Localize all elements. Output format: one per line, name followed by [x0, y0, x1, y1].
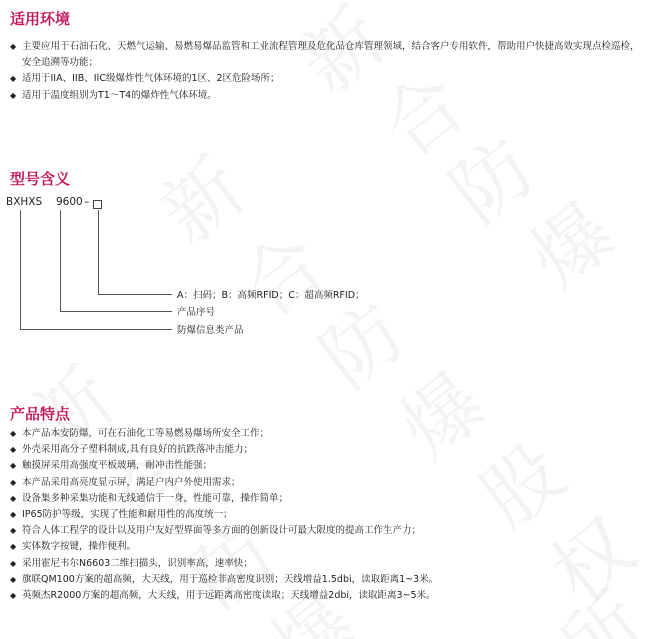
diamond-bullet-icon: ◆ — [10, 574, 17, 584]
category-label: 防爆信息类产品 — [177, 325, 244, 336]
environment-list — [10, 39, 646, 104]
list-item-text: 本产品本安防爆，可在石油化工等易燃易爆场所安全工作； — [22, 428, 270, 439]
model-number: 9600 — [56, 196, 83, 208]
diamond-bullet-icon: ◆ — [10, 493, 17, 503]
list-item-text: 本产品采用高亮度显示屏，满足户内户外使用需求； — [22, 476, 241, 488]
list-item — [10, 572, 646, 588]
callout-line — [98, 210, 99, 294]
list-item — [10, 475, 646, 491]
list-item — [10, 39, 646, 71]
diamond-bullet-icon: ◆ — [10, 510, 17, 520]
model-prefix: BXHXS — [6, 196, 43, 208]
list-item — [10, 507, 646, 523]
list-item-text: 触摸屏采用高强度平板玻璃，耐冲击性能强； — [22, 460, 213, 472]
callout-line — [20, 329, 172, 330]
list-item — [10, 71, 646, 87]
features-title: 产品特点 — [10, 405, 71, 423]
list-item-text: 旗联QM100方案的超高频，大天线，用于巡检非高密度识别；天线增益1.5dbi，读取距离1~3米。 — [22, 573, 439, 585]
watermark-char — [214, 203, 344, 339]
list-item — [10, 442, 646, 458]
diamond-bullet-icon: ◆ — [10, 526, 17, 536]
diamond-bullet-icon: ◆ — [10, 74, 17, 84]
list-item-text: 外壳采用高分子塑料制成,具有良好的抗跌落冲击能力； — [22, 444, 254, 456]
diamond-bullet-icon: ◆ — [10, 591, 17, 601]
watermark-char — [424, 108, 554, 244]
environment-title: 适用环境 — [10, 10, 71, 28]
list-item — [10, 556, 646, 572]
diamond-bullet-icon: ◆ — [10, 90, 17, 100]
list-item — [10, 523, 646, 539]
list-item-text: 适用于温度组别为T1～T4的爆炸性气体环境。 — [22, 89, 217, 101]
callout-line — [60, 210, 61, 311]
diamond-bullet-icon: ◆ — [10, 477, 17, 487]
list-item-text: 实体数字按键，操作便利。 — [22, 541, 137, 553]
type-label: A：扫码；B：高频RFID；C：超高频RFID； — [177, 290, 365, 301]
list-item — [10, 458, 646, 474]
model-title: 型号含义 — [10, 170, 71, 188]
diamond-bullet-icon: ◆ — [10, 542, 17, 552]
features-list — [10, 426, 646, 604]
list-item-text: 适用于IIA、IIB、IIC级爆炸性气体环境的1区、2区危险场所； — [22, 73, 280, 85]
callout-line — [60, 311, 172, 312]
model-dash: – — [84, 196, 90, 208]
list-item-text: 采用霍尼韦尔N6603二维扫描头，识别率高，速率快； — [22, 557, 253, 569]
list-item — [10, 491, 646, 507]
list-item — [10, 539, 646, 555]
watermark-char — [504, 173, 634, 309]
diamond-bullet-icon: ◆ — [10, 461, 17, 471]
diamond-bullet-icon: ◆ — [10, 558, 17, 568]
diamond-bullet-icon: ◆ — [10, 445, 17, 455]
serial-label: 产品序号 — [177, 307, 216, 318]
watermark-char — [134, 128, 264, 264]
diamond-bullet-icon: ◆ — [10, 42, 17, 51]
list-item-text: 主要应用于石油石化、天燃气运输、易燃易爆品监管和工业流程管理及危化品仓库管理领域，结合客户专用软件，帮助用户快捷高效实现点检巡检，安全追溯等功能； — [22, 41, 640, 69]
list-item-text: 符合人体工程学的设计以及用户友好型界面等多方面的创新设计可最大限度的提高工作生产力； — [22, 525, 422, 537]
callout-line — [98, 294, 172, 295]
list-item-text: 英频杰R2000方案的超高频，大天线，用于远距离高密度读取；天线增益2dbi，读取距离3~5米。 — [22, 590, 436, 602]
diamond-bullet-icon: ◆ — [10, 429, 17, 438]
list-item — [10, 426, 646, 442]
list-item — [10, 588, 646, 604]
list-item-text: IP65防护等级，实现了性能和耐用性的高度统一； — [22, 509, 233, 521]
model-type-box — [93, 200, 102, 209]
list-item — [10, 88, 646, 104]
list-item-text: 设备集多种采集功能和无线通信于一身，性能可靠，操作简单； — [22, 492, 289, 504]
callout-line — [20, 210, 21, 329]
